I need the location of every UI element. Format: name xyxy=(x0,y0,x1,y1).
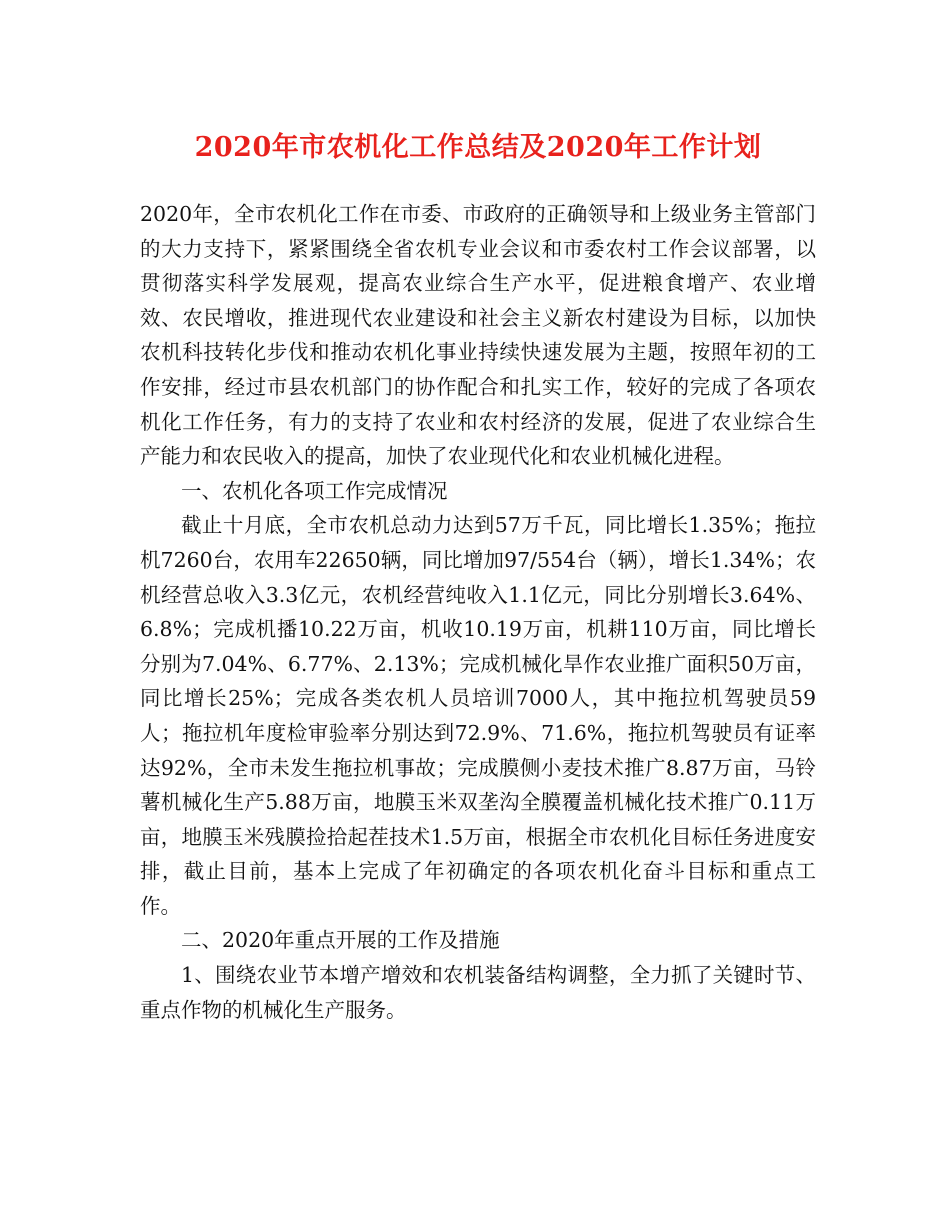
section-heading-1: 一、农机化各项工作完成情况 xyxy=(181,478,448,503)
measure-paragraph-1: 1、围绕农业节本增产增效和农机装备结构调整，全力抓了关键时节、重点作物的机械化生产服务。 xyxy=(140,963,816,1022)
statistics-paragraph: 截止十月底，全市农机总动力达到57万千瓦，同比增长1.35%；拖拉机7260台，农用车22650辆，同比增加97/554台（辆），增长1.34%；农机经营总收入3.3亿元，农机经营纯收入1.1亿元，同比分别增长3.64%、6.8%；完成机播10.22万亩，机收10.19万亩，机耕110万亩，同比增长分别为7.04%、6.77%、2.13%；完成机械化旱作农业推广面积50万亩，同比增长25%；完成各类农机人员培训7000人，其中拖拉机驾驶员59人；拖拉机年度检审验率分别达到72.9%、71.6%，拖拉机驾驶员有证率达92%，全市未发生拖拉机事故；完成膜侧小麦技术推广8.87万亩，马铃薯机械化生产5.88万亩，地膜玉米双垄沟全膜覆盖机械化技术推广0.11万亩，地膜玉米残膜捡拾起茬技术1.5万亩，根据全市农机化目标任务进度安排，截止目前，基本上完成了年初确定的各项农机化奋斗目标和重点工作。 xyxy=(140,513,816,918)
section-heading-2: 二、2020年重点开展的工作及措施 xyxy=(181,928,500,953)
document-title: 2020年市农机化工作总结及2020年工作计划 xyxy=(194,132,762,163)
document-page xyxy=(140,128,816,1027)
intro-paragraph: 2020年，全市农机化工作在市委、市政府的正确领导和上级业务主管部门的大力支持下，紧紧围绕全省农机专业会议和市委农村工作会议部署，以贯彻落实科学发展观，提高农业综合生产水平，促进粮食增产、农业增效、农民增收，推进现代农业建设和社会主义新农村建设为目标，以加快农机科技转化步伐和推动农机化事业持续快速发展为主题，按照年初的工作安排，经过市县农机部门的协作配合和扎实工作，较好的完成了各项农机化工作任务，有力的支持了农业和农村经济的发展，促进了农业综合生产能力和农民收入的提高，加快了农业现代化和农业机械化进程。 xyxy=(140,202,816,469)
